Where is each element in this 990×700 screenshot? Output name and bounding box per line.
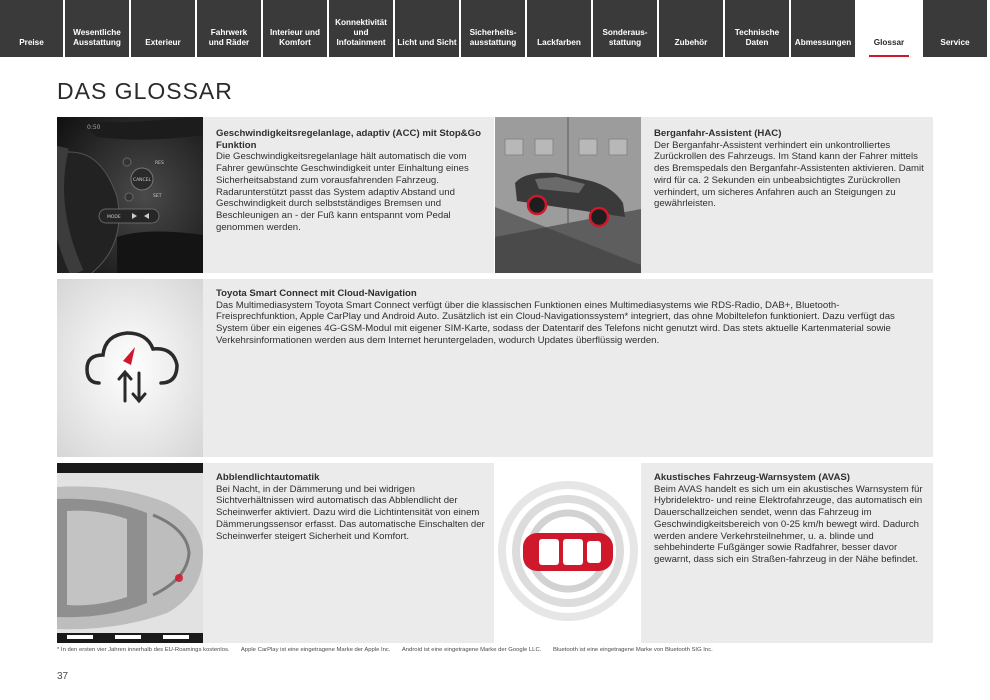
smart-connect-body: Das Multimediasystem Toyota Smart Connect verfügt über die klassischen Funktionen eines Multimediasystems wie RDS-Radio, DAB+, Bluetooth-Freisprechfunktion, Apple CarPlay und Android Auto. Zusätzlich ist ein Cloud-Navigationssystem* integriert, das ohne Mobiltelefon funktioniert. Dazu verfügt das System über ein eigenes 4G-GSM-Modul mit eigener SIM-Karte, sodass der Datentarif des Telefons nicht genutzt wird. Das stets aktuelle Kartenmaterial sowie Verkehrsinformationen werden aus dem Internet heruntergeladen, wodurch Updates überflüssig werden. [216,299,895,346]
car-sound-waves-image [495,463,641,643]
wheel-button-label: CANCEL [132,178,152,183]
smart-connect-text [216,288,916,347]
wheel-button-label: RES [155,161,164,166]
abblendlicht-text [216,472,486,542]
tab-zubehoer[interactable] [659,0,723,57]
tab-label: Lackfarben [537,38,581,47]
tab-lackfarben[interactable] [527,0,591,57]
tab-licht-und-sicht[interactable] [395,0,459,57]
tab-interieur[interactable] [263,0,327,57]
wheel-button-label: SET [153,194,162,199]
svg-text:0:50: 0:50 [87,124,101,131]
tab-konnektivitaet[interactable] [329,0,393,57]
smart-connect-title: Toyota Smart Connect mit Cloud-Navigation [216,288,417,299]
hac-text [654,128,924,210]
tab-label: Technische Daten [734,28,780,47]
car-on-slope-image [495,117,641,273]
tab-label: Interieur und Komfort [269,28,321,47]
acc-title: Geschwindigkeitsregelanlage, adaptiv (ACC) mit Stop&Go Funktion [216,128,481,151]
footnotes [57,647,723,653]
tab-sonderausstattung[interactable] [593,0,657,57]
cloud-navigation-image [57,279,203,457]
footnote-item: Android ist eine eingetragene Marke der Google LLC. [401,647,542,653]
hac-title: Berganfahr-Assistent (HAC) [654,128,782,139]
tab-fahrwerk[interactable] [197,0,261,57]
tab-label: Wesentliche Ausstattung [73,28,121,47]
tab-label: Abmessungen [794,38,852,47]
tab-label: Konnektivität und Infotainment [335,18,387,47]
hac-body: Der Berganfahr-Assistent verhindert ein unkontrolliertes Zurückrollen des Fahrzeugs. Im Stand kann der Fahrer mittels des Bremspedals den Berganfahr-Assistenten aktivieren. Damit wird für ca. 2 Sekunden ein unbeabsichtigtes Zurückrollen verhindert, um sicheres Anfahren auch an Steigungen zu gewährleisten. [654,139,924,210]
tab-technische-daten[interactable] [725,0,789,57]
acc-text [216,128,484,233]
tab-label: Preise [19,38,44,47]
steering-wheel-image [57,117,203,273]
footnote-item: Bluetooth ist eine eingetragene Marke von Bluetooth SIG Inc. [552,647,713,653]
top-navigation [0,0,990,57]
tab-label: Zubehör [674,38,708,47]
tab-label: Sonderaus- stattung [602,28,648,47]
avas-body: Beim AVAS handelt es sich um ein akustisches Warnsystem für Hybridelektro- und reine Elektrofahrzeuge, das automatisch ein Dauerschallzeichen sendet, wenn das Fahrzeug im Geschwindigkeitsbereich von 0-25 km/h bewegt wird. Dadurch werden andere Verkehrsteilnehmer, u. a. blinde und sehbehinderte Fußgänger sowie Radfahrer, besser davor gewarnt, dass sich ein Straßen-fahrzeug in der Nähe befindet. [654,483,923,565]
tab-label: Glossar [873,38,905,47]
car-headlights-image [57,463,203,643]
page-title: DAS GLOSSAR [57,78,233,104]
footnote-item: Apple CarPlay ist eine eingetragene Marke der Apple Inc. [240,647,391,653]
tab-glossar[interactable] [857,0,921,57]
tab-label: Licht und Sicht [397,38,457,47]
tab-wesentliche-ausstattung[interactable] [65,0,129,57]
tab-abmessungen[interactable] [791,0,855,57]
tab-label: Fahrwerk und Räder [208,28,250,47]
acc-body: Die Geschwindigkeitsregelanlage hält automatisch die vom Fahrer gewünschte Geschwindigkeit unter Einhaltung eines Sicherheitsabstand zum vorausfahrenden Fahrzeug. Radarunterstützt passt das System adaptiv Abstand und Geschwindigkeit durch selbstständiges Bremsen und Beschleunigen an - der Fuß kann entspannt vom Pedal genommen werden. [216,151,469,233]
avas-text [654,472,926,566]
tab-service[interactable] [923,0,987,57]
avas-title: Akustisches Fahrzeug-Warnsystem (AVAS) [654,472,851,483]
tab-preise[interactable] [0,0,63,57]
abblendlicht-title: Abblendlichtautomatik [216,472,320,483]
tab-label: Service [940,38,970,47]
tab-label: Exterieur [145,38,181,47]
abblendlicht-body: Bei Nacht, in der Dämmerung und bei widrigen Sichtverhältnissen wird automatisch das Abblendlicht der Scheinwerfer aktiviert. Dazu wird die Lichtintensität von einem Dämmerungssensor erfasst. Das automatische Einschalten der Scheinwerfer steigert Sicherheit und Komfort. [216,483,485,542]
footnote-item: * In den ersten vier Jahren innerhalb des EU-Roamings kostenlos. [57,647,230,653]
page-number: 37 [57,671,69,682]
wheel-button-label: MODE [107,215,121,220]
tab-exterieur[interactable] [131,0,195,57]
tab-label: Sicherheits- ausstattung [469,28,517,47]
tab-sicherheitsausstattung[interactable] [461,0,525,57]
